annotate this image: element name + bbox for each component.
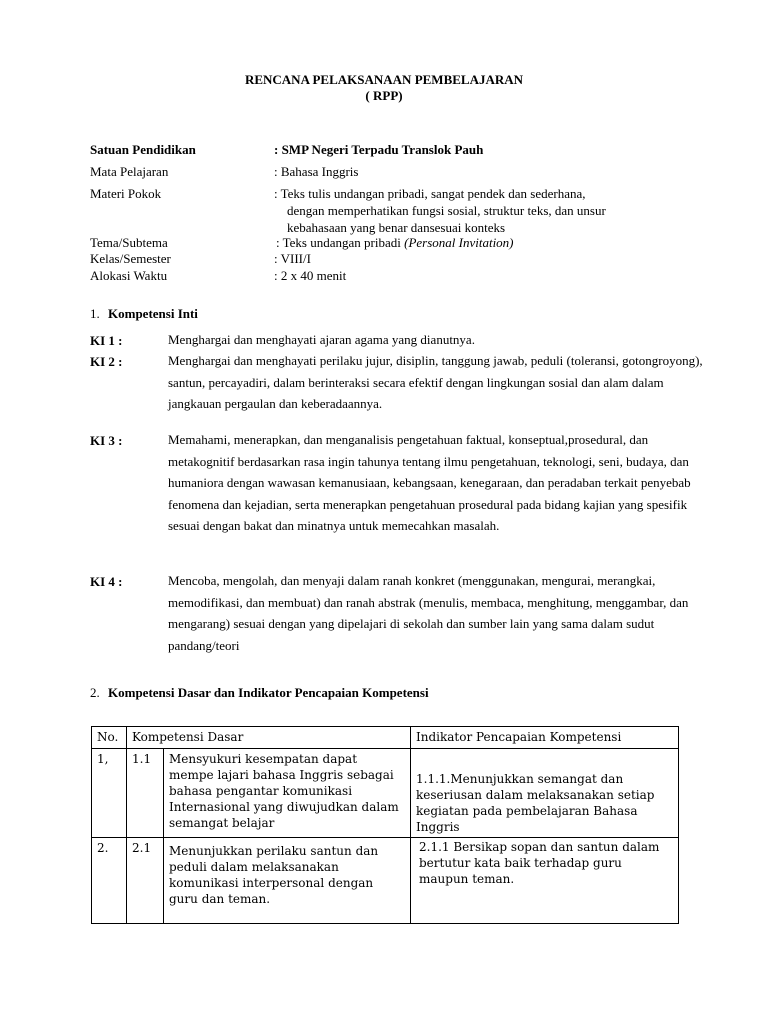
satuan-value: : SMP Negeri Terpadu Translok Pauh <box>274 142 484 157</box>
materi-line-2: dengan memperhatikan fungsi sosial, struktur teks, dan unsur <box>287 203 606 218</box>
satuan-label: Satuan Pendidikan <box>90 142 196 157</box>
section-2-title: Kompetensi Dasar dan Indikator Pencapaian Kompetensi <box>108 685 429 700</box>
mapel-value: : Bahasa Inggris <box>274 164 359 179</box>
table-row <box>92 749 679 838</box>
tema-label: Tema/Subtema <box>90 235 168 250</box>
kelas-value: : VIII/I <box>274 251 311 266</box>
ki2-text: Menghargai dan menghayati perilaku jujur, disiplin, tanggung jawab, peduli (toleransi, gotongroyong), santun, percayadiri, dalam berinteraksi secara efektif dengan lingkungan sosial dan alam dalam jangkauan pergaulan dan keberadaannya. <box>168 353 703 411</box>
tema-value <box>276 235 514 251</box>
row-code: 1.1 <box>127 749 164 838</box>
row-no: 2. <box>92 838 127 924</box>
row-kd: Menunjukkan perilaku santun dan peduli dalam melaksanakan komunikasi interpersonal dengan guru dan teman. <box>164 838 411 924</box>
tema-value-text: : Teks undangan pribadi <box>276 235 405 250</box>
materi-line-1: : Teks tulis undangan pribadi, sangat pendek dan sederhana, <box>274 186 586 201</box>
section-1-number: 1. <box>90 306 100 321</box>
section-1-heading <box>90 306 198 322</box>
ki2-label: KI 2 : <box>90 354 123 369</box>
ki3-text: Memahami, menerapkan, dan menganalisis pengetahuan faktual, konseptual,prosedural, dan metakognitif berdasarkan rasa ingin tahunya tentang ilmu pengetahuan, teknologi, seni, budaya, dan humaniora dengan wawasan kemanusiaan, kebangsaan, kenegaraan, dan peradaban terkait penyebab fenomena dan kejadian, serta menerapkan pengetahuan prosedural pada bidang kajian yang spesifik sesuai dengan bakat dan minatnya untuk memecahkan masalah. <box>168 432 691 533</box>
materi-label: Materi Pokok <box>90 186 162 201</box>
table-row <box>92 838 679 924</box>
materi-line-3: kebahasaan yang benar dansesuai konteks <box>287 220 506 235</box>
header-ipk: Indikator Pencapaian Kompetensi <box>411 727 679 749</box>
ki1-label: KI 1 : <box>90 333 123 348</box>
ki4-text: Mencoba, mengolah, dan menyaji dalam ranah konkret (menggunakan, mengurai, merangkai, memodifikasi, dan membuat) dan ranah abstrak (menulis, membaca, menghitung, menggambar, dan mengarang) sesuai dengan yang dipelajari di sekolah dan sumber lain yang sama dalam sudut pandang/teori <box>168 573 689 653</box>
row-ipk: 1.1.1.Menunjukkan semangat dan keseriusan dalam melaksanakan setiap kegiatan pada pembelajaran Bahasa Inggris <box>411 749 679 838</box>
document-subtitle: ( RPP) <box>365 88 403 103</box>
row-code: 2.1 <box>127 838 164 924</box>
alokasi-value: : 2 x 40 menit <box>274 268 347 283</box>
section-2-heading <box>90 685 429 701</box>
table-header-row <box>92 727 679 749</box>
row-ipk: 2.1.1 Bersikap sopan dan santun dalam bertutur kata baik terhadap guru maupun teman. <box>411 838 679 924</box>
row-kd: Mensyukuri kesempatan dapat mempe lajari bahasa Inggris sebagai bahasa pengantar komunikasi Internasional yang diwujudkan dalam semangat belajar <box>164 749 411 838</box>
section-2-number: 2. <box>90 685 100 700</box>
header-no: No. <box>92 727 127 749</box>
ki4-label: KI 4 : <box>90 574 123 589</box>
ki3-label: KI 3 : <box>90 433 123 448</box>
ki1-text: Menghargai dan menghayati ajaran agama yang dianutnya. <box>168 332 475 347</box>
alokasi-label: Alokasi Waktu <box>90 268 168 283</box>
header-kd: Kompetensi Dasar <box>127 727 411 749</box>
row-no: 1, <box>92 749 127 838</box>
document-title: RENCANA PELAKSANAAN PEMBELAJARAN <box>244 72 524 87</box>
kelas-label: Kelas/Semester <box>90 251 171 266</box>
section-1-title: Kompetensi Inti <box>108 306 198 321</box>
mapel-label: Mata Pelajaran <box>90 164 169 179</box>
kd-ipk-table <box>91 726 679 924</box>
tema-value-italic: (Personal Invitation) <box>404 235 514 250</box>
